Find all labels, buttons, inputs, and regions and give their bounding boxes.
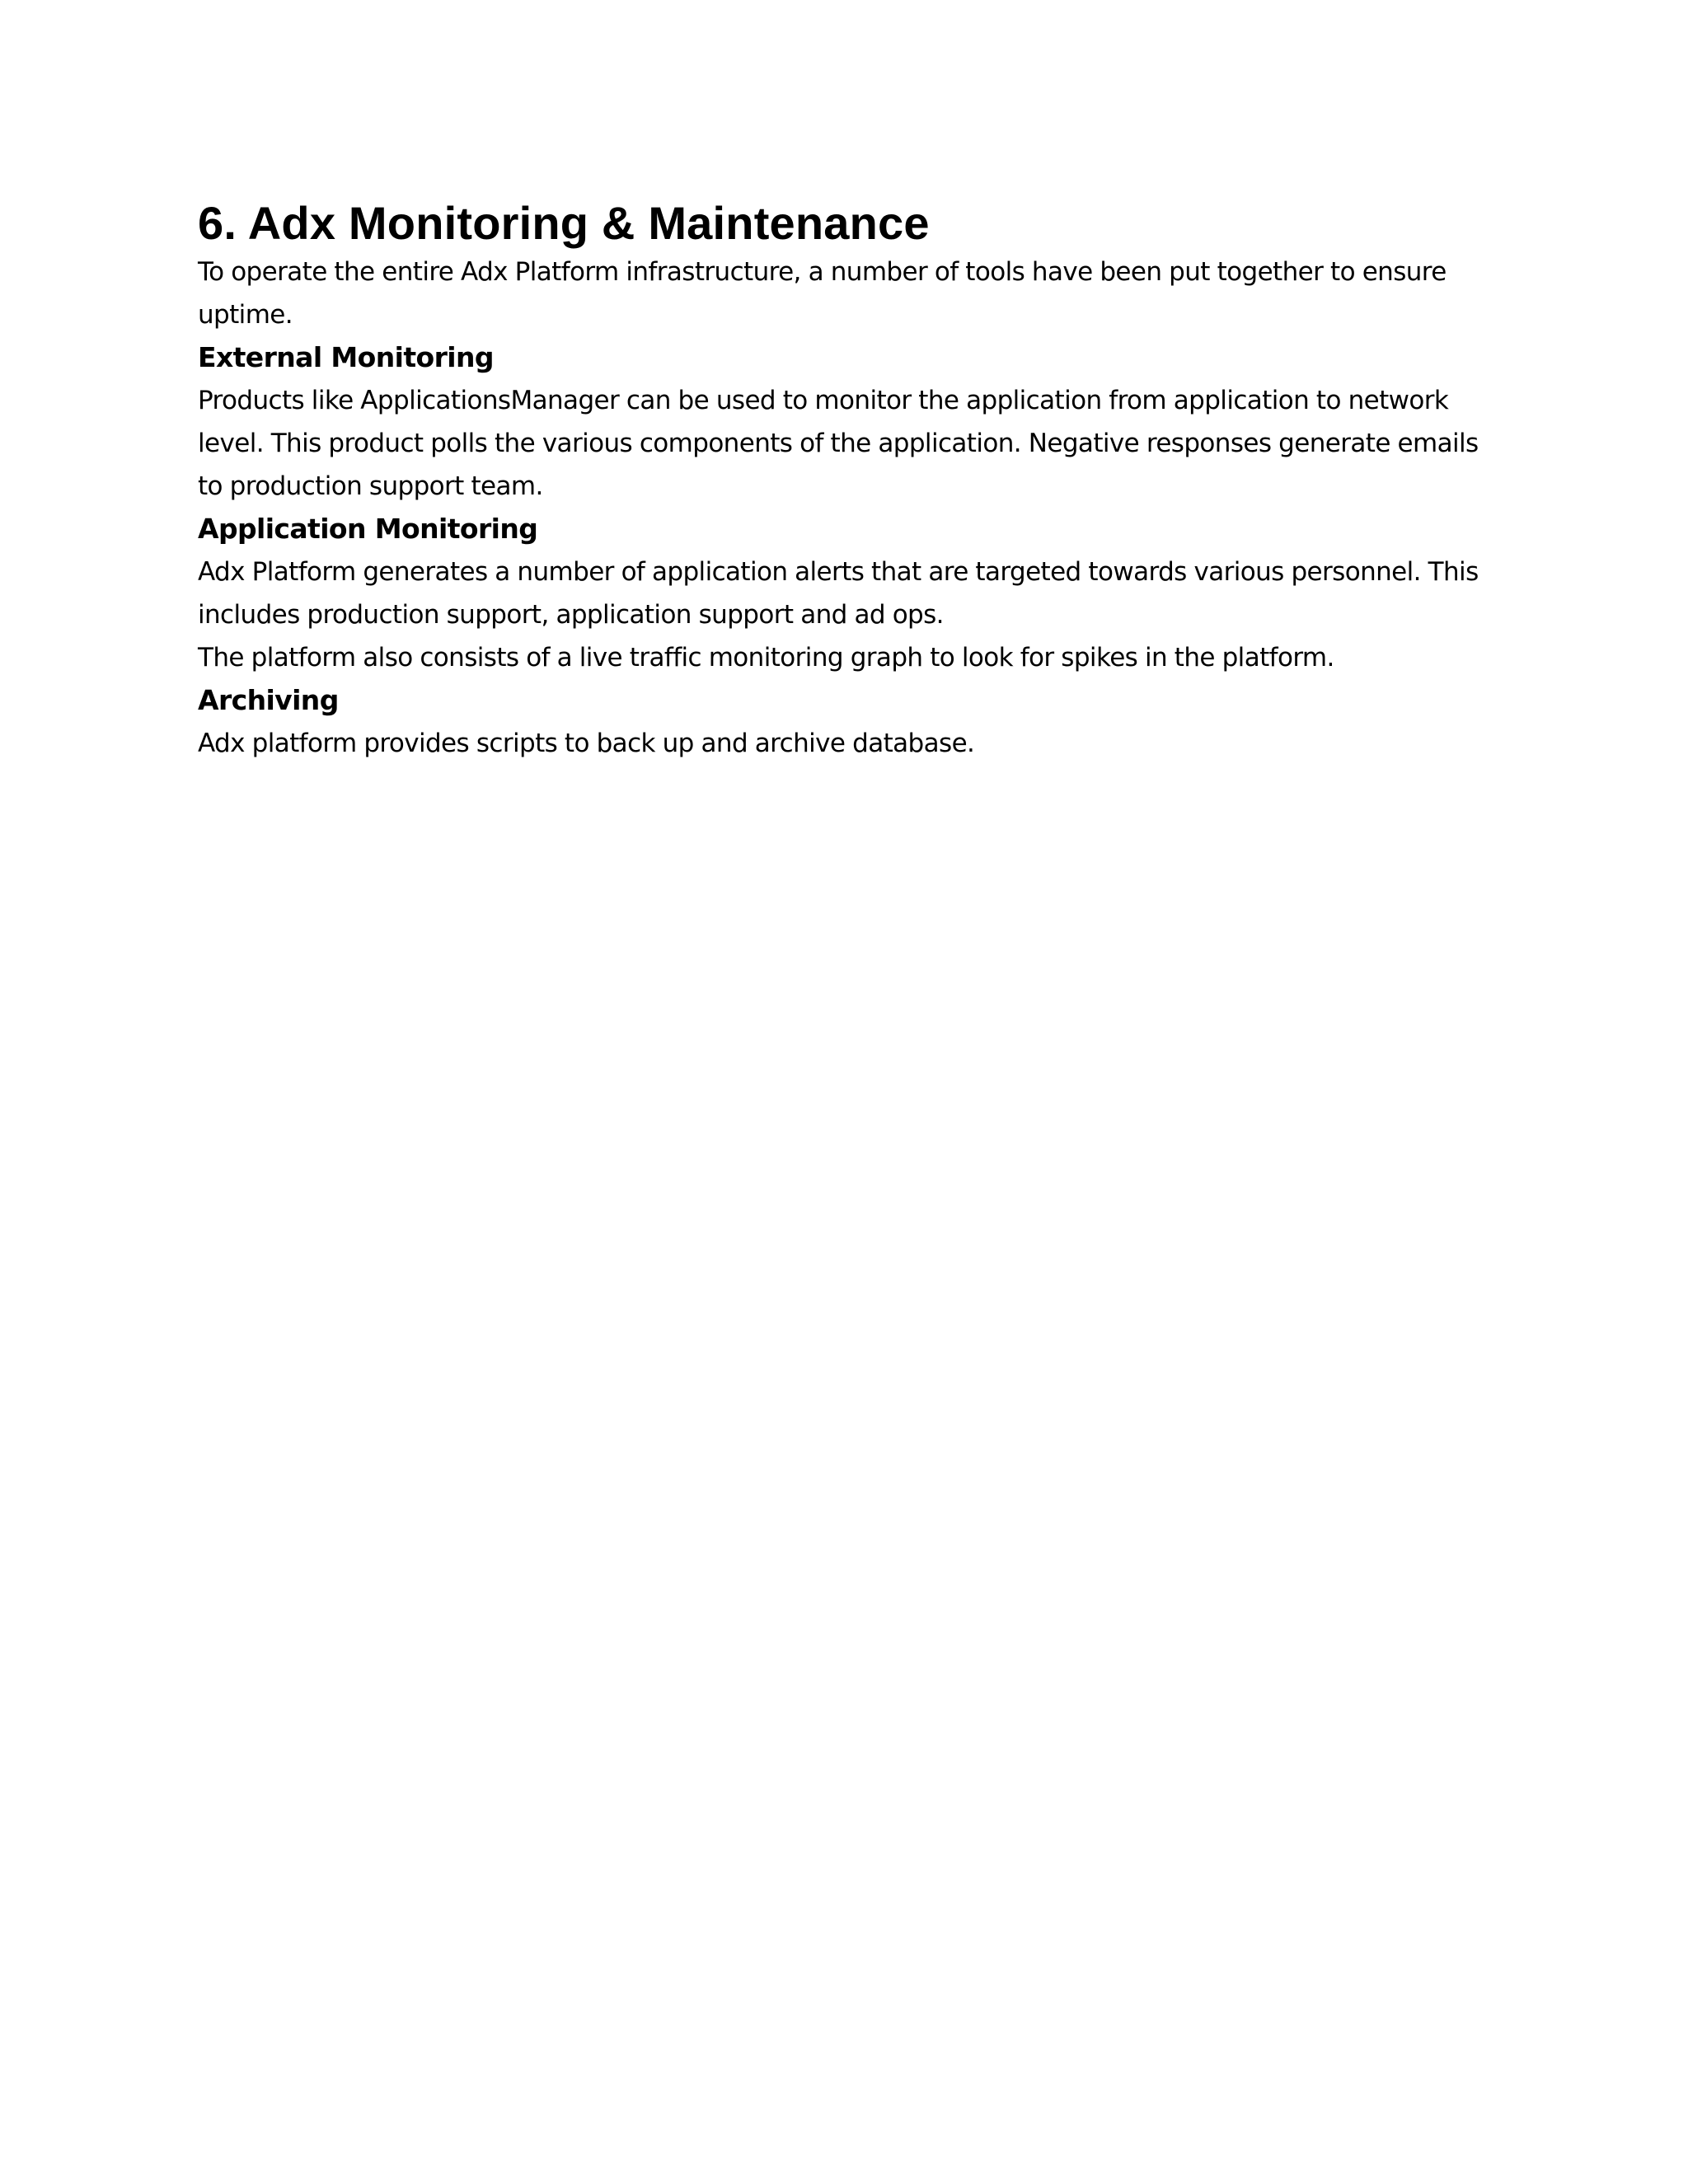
heading-external-monitoring: External Monitoring [198, 341, 494, 373]
paragraph-archiving: Adx platform provides scripts to back up and archive database. [198, 729, 975, 758]
intro-paragraph: To operate the entire Adx Platform infrastructure, a number of tools have been put together to ensure uptime. [198, 257, 1447, 330]
paragraph-external-monitoring: Products like ApplicationsManager can be used to monitor the application from application to network level. This product polls the various components of the application. Negative responses generate emails to production support team. [198, 386, 1479, 501]
heading-archiving: Archiving [198, 684, 339, 716]
heading-application-monitoring: Application Monitoring [198, 513, 538, 545]
page-title: 6. Adx Monitoring & Maintenance [198, 197, 930, 249]
paragraph-traffic-graph: The platform also consists of a live traffic monitoring graph to look for spikes in the platform. [198, 643, 1334, 673]
paragraph-application-alerts: Adx Platform generates a number of application alerts that are targeted towards various personnel. This includes production support, application support and ad ops. [198, 557, 1479, 630]
document-body [198, 196, 1500, 765]
